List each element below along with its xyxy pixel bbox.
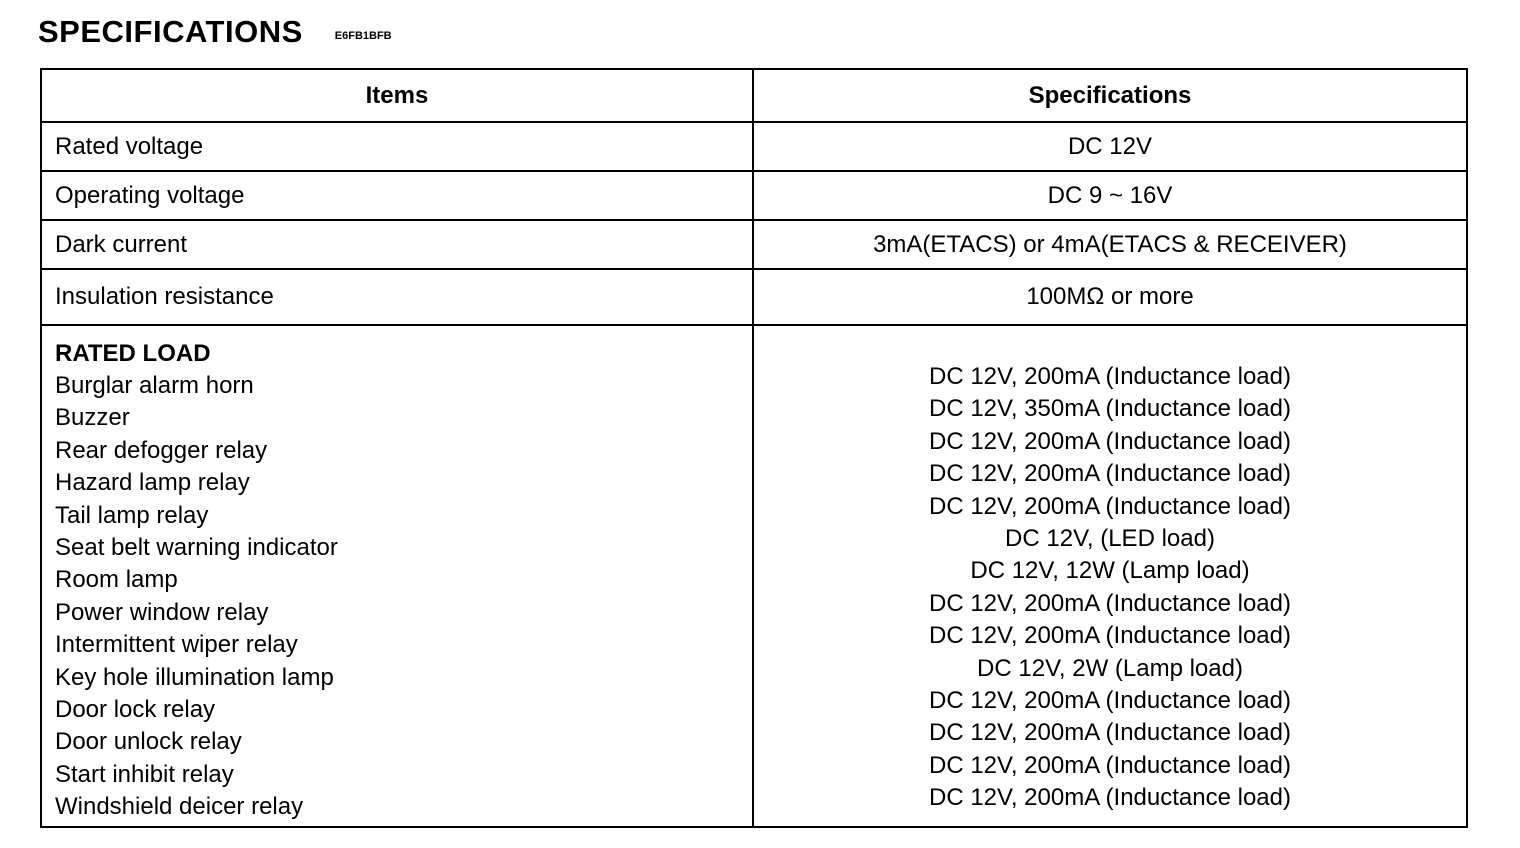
load-item: Seat belt warning indicator [55, 533, 338, 561]
load-spec: DC 12V, 200mA (Inductance load) [928, 622, 1291, 650]
load-spec: DC 12V, 200mA (Inductance load) [928, 492, 1291, 520]
document-code: E6FB1BFB [334, 30, 392, 42]
load-spec: DC 12V, 200mA (Inductance load) [928, 751, 1291, 779]
spec-cell: 100MΩ or more [1026, 283, 1194, 310]
load-item: Burglar alarm horn [55, 372, 254, 399]
load-spec: DC 12V, 2W (Lamp load) [977, 654, 1243, 682]
load-item: Hazard lamp relay [55, 469, 250, 497]
load-item: Start inhibit relay [55, 760, 234, 788]
load-item: Door lock relay [55, 695, 216, 723]
load-spec: DC 12V, 200mA (Inductance load) [928, 719, 1291, 747]
load-item: Room lamp [55, 566, 178, 594]
rated-load-title: RATED LOAD [55, 340, 211, 367]
item-cell: Insulation resistance [42, 270, 754, 324]
column-header-items: Items [42, 70, 754, 121]
spec-cell: DC 12V [1067, 132, 1153, 160]
load-spec: DC 12V, 200mA (Inductance load) [928, 363, 1291, 390]
table-header-row [42, 70, 1466, 121]
load-spec: DC 12V, 200mA (Inductance load) [928, 589, 1291, 617]
item-cell: Rated voltage [42, 123, 754, 170]
load-item: Power window relay [55, 598, 269, 626]
load-spec: DC 12V, 200mA (Inductance load) [928, 427, 1291, 455]
load-spec: DC 12V, 200mA (Inductance load) [928, 460, 1291, 488]
spec-cell: DC 9 ~ 16V [1047, 181, 1173, 209]
spec-cell: 3mA(ETACS) or 4mA(ETACS & RECEIVER) [873, 230, 1347, 258]
item-cell: Operating voltage [42, 172, 754, 219]
table-row [42, 121, 1466, 170]
load-spec: DC 12V, 12W (Lamp load) [970, 557, 1250, 585]
specifications-table [40, 68, 1468, 828]
rated-load-items [42, 326, 754, 826]
load-spec: DC 12V, 200mA (Inductance load) [928, 784, 1291, 812]
table-row [42, 219, 1466, 268]
rated-load-specs [754, 326, 1466, 826]
load-item: Windshield deicer relay [55, 793, 304, 821]
load-item: Door unlock relay [55, 728, 242, 756]
load-item: Tail lamp relay [55, 501, 209, 529]
load-item: Rear defogger relay [55, 436, 268, 464]
document-header [38, 12, 392, 52]
table-row [42, 268, 1466, 324]
load-item: Key hole illumination lamp [55, 663, 334, 691]
item-cell: Dark current [42, 221, 754, 268]
table-row [42, 170, 1466, 219]
rated-load-row [42, 324, 1466, 826]
load-spec: DC 12V, 350mA (Inductance load) [928, 395, 1291, 423]
column-header-specifications: Specifications [1028, 81, 1192, 109]
load-item: Intermittent wiper relay [55, 631, 298, 659]
load-spec: DC 12V, (LED load) [1005, 524, 1215, 552]
load-spec: DC 12V, 200mA (Inductance load) [928, 686, 1291, 714]
load-item: Buzzer [55, 404, 130, 432]
page-title: SPECIFICATIONS [38, 14, 303, 49]
